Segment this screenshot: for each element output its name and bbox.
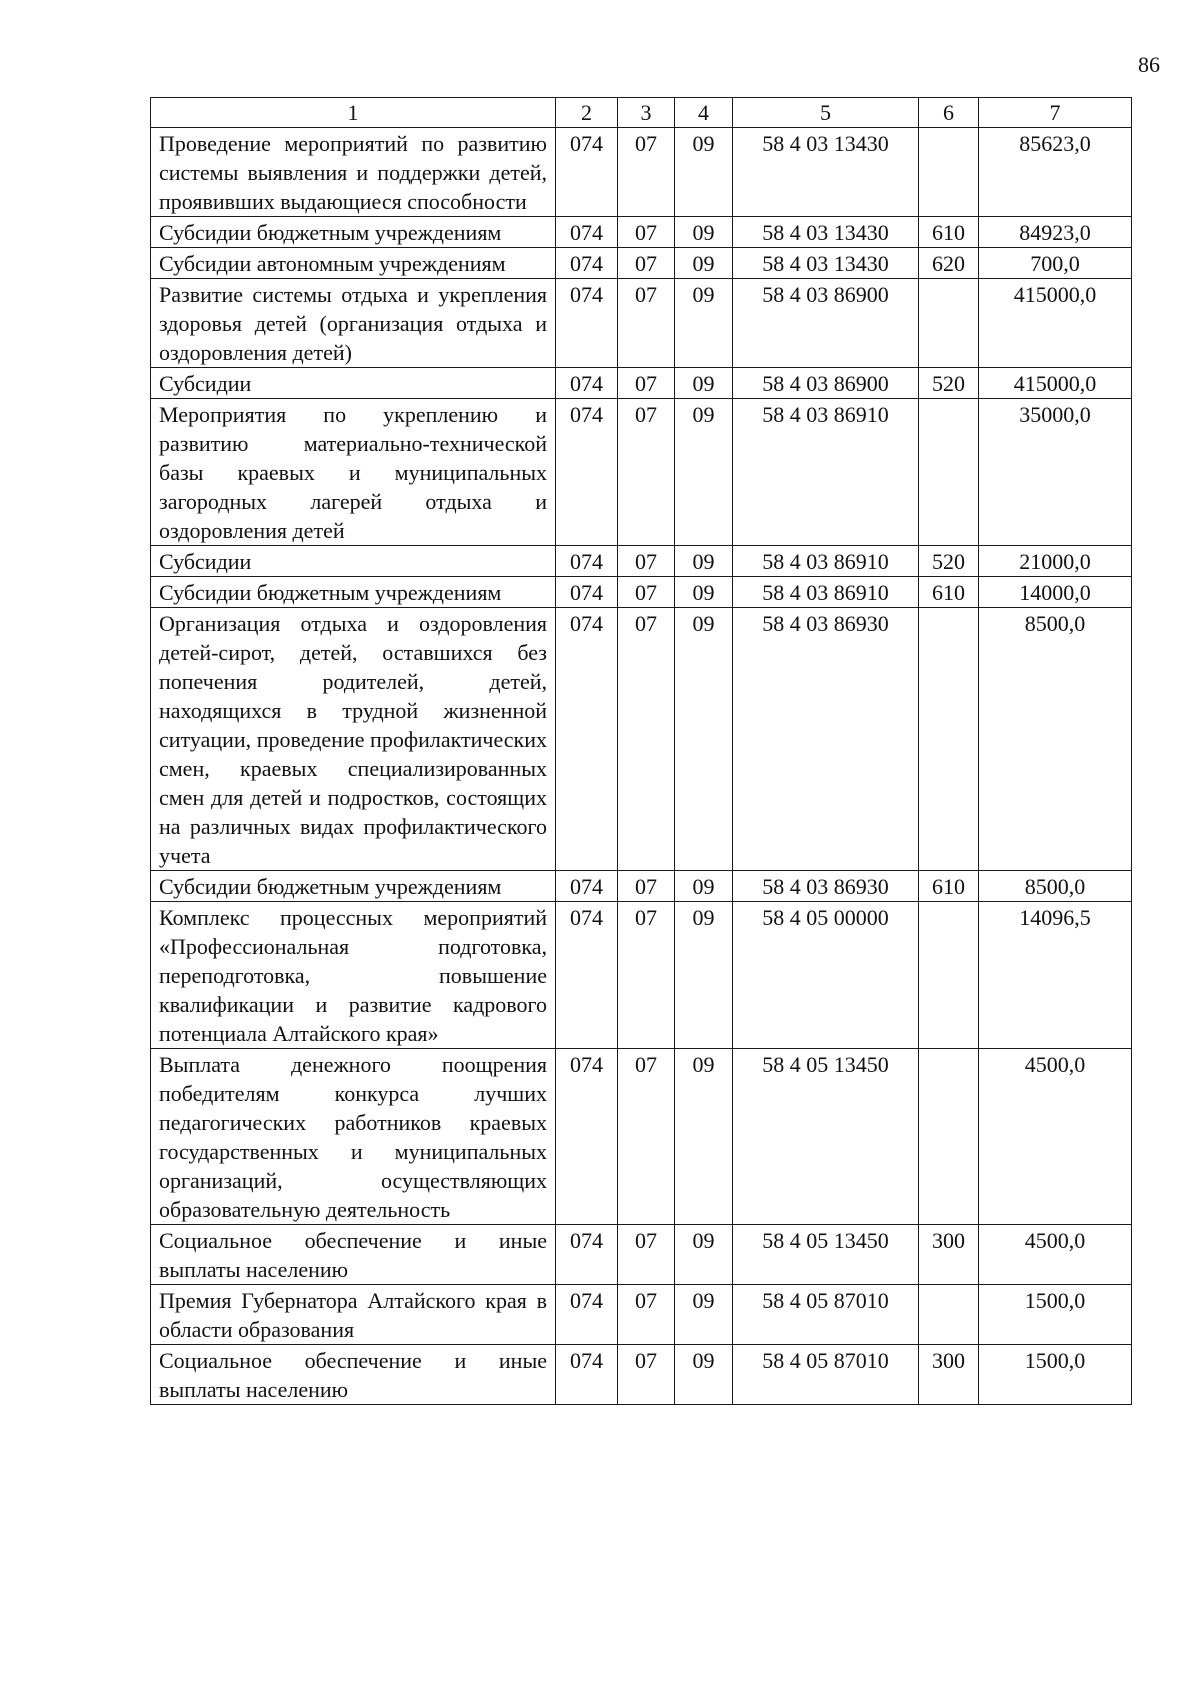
row-admin-code: 074 bbox=[556, 399, 618, 546]
row-subsection: 09 bbox=[675, 871, 733, 902]
row-admin-code: 074 bbox=[556, 577, 618, 608]
row-target-article: 58 4 05 87010 bbox=[733, 1345, 919, 1405]
table-row bbox=[151, 399, 1132, 546]
row-amount: 415000,0 bbox=[979, 368, 1132, 399]
row-name: Социальное обеспечение и иные выплаты населению bbox=[151, 1225, 556, 1285]
row-subsection: 09 bbox=[675, 902, 733, 1049]
row-amount: 21000,0 bbox=[979, 546, 1132, 577]
row-name: Субсидии bbox=[151, 546, 556, 577]
table-row bbox=[151, 546, 1132, 577]
column-header: 4 bbox=[675, 98, 733, 128]
row-amount: 14096,5 bbox=[979, 902, 1132, 1049]
row-section: 07 bbox=[618, 577, 675, 608]
row-amount: 415000,0 bbox=[979, 279, 1132, 368]
row-subsection: 09 bbox=[675, 577, 733, 608]
row-amount: 1500,0 bbox=[979, 1285, 1132, 1345]
row-amount: 1500,0 bbox=[979, 1345, 1132, 1405]
column-header: 5 bbox=[733, 98, 919, 128]
row-amount: 4500,0 bbox=[979, 1049, 1132, 1225]
row-admin-code: 074 bbox=[556, 871, 618, 902]
column-header: 3 bbox=[618, 98, 675, 128]
row-expense-type bbox=[919, 279, 979, 368]
row-target-article: 58 4 03 13430 bbox=[733, 128, 919, 217]
row-name: Субсидии бюджетным учреждениям bbox=[151, 577, 556, 608]
row-target-article: 58 4 03 13430 bbox=[733, 217, 919, 248]
row-name: Проведение мероприятий по развитию системы выявления и поддержки детей, проявивших выдающиеся способности bbox=[151, 128, 556, 217]
budget-table bbox=[150, 97, 1132, 1405]
table-row bbox=[151, 871, 1132, 902]
row-admin-code: 074 bbox=[556, 608, 618, 871]
table-row bbox=[151, 1345, 1132, 1405]
page-number: 86 bbox=[1138, 52, 1160, 77]
row-expense-type: 610 bbox=[919, 871, 979, 902]
row-section: 07 bbox=[618, 1225, 675, 1285]
row-expense-type bbox=[919, 399, 979, 546]
row-admin-code: 074 bbox=[556, 1225, 618, 1285]
table-row bbox=[151, 1285, 1132, 1345]
table-row bbox=[151, 217, 1132, 248]
row-section: 07 bbox=[618, 217, 675, 248]
row-target-article: 58 4 03 86930 bbox=[733, 608, 919, 871]
table-row bbox=[151, 902, 1132, 1049]
row-subsection: 09 bbox=[675, 217, 733, 248]
row-name: Премия Губернатора Алтайского края в области образования bbox=[151, 1285, 556, 1345]
row-admin-code: 074 bbox=[556, 546, 618, 577]
row-expense-type: 520 bbox=[919, 546, 979, 577]
row-admin-code: 074 bbox=[556, 368, 618, 399]
row-name: Субсидии бюджетным учреждениям bbox=[151, 217, 556, 248]
row-section: 07 bbox=[618, 1285, 675, 1345]
row-subsection: 09 bbox=[675, 368, 733, 399]
row-expense-type: 620 bbox=[919, 248, 979, 279]
row-name: Выплата денежного поощрения победителям конкурса лучших педагогических работников краевых государственных и муниципальных организаций, осуществляющих образовательную деятельность bbox=[151, 1049, 556, 1225]
row-target-article: 58 4 03 86910 bbox=[733, 399, 919, 546]
row-subsection: 09 bbox=[675, 1049, 733, 1225]
row-admin-code: 074 bbox=[556, 902, 618, 1049]
row-expense-type bbox=[919, 608, 979, 871]
table-row bbox=[151, 248, 1132, 279]
row-subsection: 09 bbox=[675, 248, 733, 279]
row-expense-type bbox=[919, 128, 979, 217]
row-name: Субсидии bbox=[151, 368, 556, 399]
table-row bbox=[151, 608, 1132, 871]
row-amount: 8500,0 bbox=[979, 608, 1132, 871]
column-header: 6 bbox=[919, 98, 979, 128]
row-name: Организация отдыха и оздоровления детей-сирот, детей, оставшихся без попечения родителей, детей, находящихся в трудной жизненной ситуации, проведение профилактических смен, краевых специализированных смен для детей и подростков, состоящих на различных видах профилактического учета bbox=[151, 608, 556, 871]
column-header: 2 bbox=[556, 98, 618, 128]
row-admin-code: 074 bbox=[556, 1345, 618, 1405]
row-section: 07 bbox=[618, 1049, 675, 1225]
row-admin-code: 074 bbox=[556, 1285, 618, 1345]
row-target-article: 58 4 05 87010 bbox=[733, 1285, 919, 1345]
row-amount: 84923,0 bbox=[979, 217, 1132, 248]
row-section: 07 bbox=[618, 279, 675, 368]
row-subsection: 09 bbox=[675, 546, 733, 577]
row-admin-code: 074 bbox=[556, 1049, 618, 1225]
row-expense-type: 520 bbox=[919, 368, 979, 399]
row-admin-code: 074 bbox=[556, 128, 618, 217]
header-row bbox=[151, 98, 1132, 128]
table-row bbox=[151, 577, 1132, 608]
row-amount: 85623,0 bbox=[979, 128, 1132, 217]
row-section: 07 bbox=[618, 546, 675, 577]
row-expense-type: 610 bbox=[919, 577, 979, 608]
table-row bbox=[151, 1049, 1132, 1225]
row-section: 07 bbox=[618, 1345, 675, 1405]
column-header: 7 bbox=[979, 98, 1132, 128]
row-name: Субсидии автономным учреждениям bbox=[151, 248, 556, 279]
row-expense-type bbox=[919, 1049, 979, 1225]
row-amount: 14000,0 bbox=[979, 577, 1132, 608]
row-subsection: 09 bbox=[675, 1345, 733, 1405]
row-target-article: 58 4 03 86930 bbox=[733, 871, 919, 902]
row-subsection: 09 bbox=[675, 128, 733, 217]
row-target-article: 58 4 05 13450 bbox=[733, 1225, 919, 1285]
row-admin-code: 074 bbox=[556, 248, 618, 279]
table-row bbox=[151, 368, 1132, 399]
row-subsection: 09 bbox=[675, 608, 733, 871]
row-target-article: 58 4 03 86900 bbox=[733, 279, 919, 368]
row-section: 07 bbox=[618, 608, 675, 871]
row-target-article: 58 4 03 86910 bbox=[733, 546, 919, 577]
row-amount: 35000,0 bbox=[979, 399, 1132, 546]
row-expense-type bbox=[919, 902, 979, 1049]
row-section: 07 bbox=[618, 902, 675, 1049]
row-expense-type: 300 bbox=[919, 1345, 979, 1405]
row-subsection: 09 bbox=[675, 279, 733, 368]
row-subsection: 09 bbox=[675, 1285, 733, 1345]
row-target-article: 58 4 03 13430 bbox=[733, 248, 919, 279]
column-header: 1 bbox=[151, 98, 556, 128]
row-expense-type: 610 bbox=[919, 217, 979, 248]
row-name: Развитие системы отдыха и укрепления здоровья детей (организация отдыха и оздоровления детей) bbox=[151, 279, 556, 368]
row-name: Субсидии бюджетным учреждениям bbox=[151, 871, 556, 902]
table-row bbox=[151, 279, 1132, 368]
row-section: 07 bbox=[618, 248, 675, 279]
row-target-article: 58 4 05 00000 bbox=[733, 902, 919, 1049]
row-target-article: 58 4 03 86910 bbox=[733, 577, 919, 608]
row-admin-code: 074 bbox=[556, 217, 618, 248]
row-section: 07 bbox=[618, 871, 675, 902]
row-section: 07 bbox=[618, 368, 675, 399]
row-expense-type bbox=[919, 1285, 979, 1345]
table-row bbox=[151, 1225, 1132, 1285]
row-admin-code: 074 bbox=[556, 279, 618, 368]
row-name: Комплекс процессных мероприятий «Профессиональная подготовка, переподготовка, повышение квалификации и развитие кадрового потенциала Алтайского края» bbox=[151, 902, 556, 1049]
table-row bbox=[151, 128, 1132, 217]
row-subsection: 09 bbox=[675, 399, 733, 546]
row-target-article: 58 4 05 13450 bbox=[733, 1049, 919, 1225]
row-name: Социальное обеспечение и иные выплаты населению bbox=[151, 1345, 556, 1405]
row-amount: 4500,0 bbox=[979, 1225, 1132, 1285]
row-target-article: 58 4 03 86900 bbox=[733, 368, 919, 399]
row-amount: 700,0 bbox=[979, 248, 1132, 279]
row-section: 07 bbox=[618, 128, 675, 217]
row-subsection: 09 bbox=[675, 1225, 733, 1285]
row-name: Мероприятия по укреплению и развитию материально-технической базы краевых и муниципальных загородных лагерей отдыха и оздоровления детей bbox=[151, 399, 556, 546]
row-amount: 8500,0 bbox=[979, 871, 1132, 902]
row-expense-type: 300 bbox=[919, 1225, 979, 1285]
row-section: 07 bbox=[618, 399, 675, 546]
